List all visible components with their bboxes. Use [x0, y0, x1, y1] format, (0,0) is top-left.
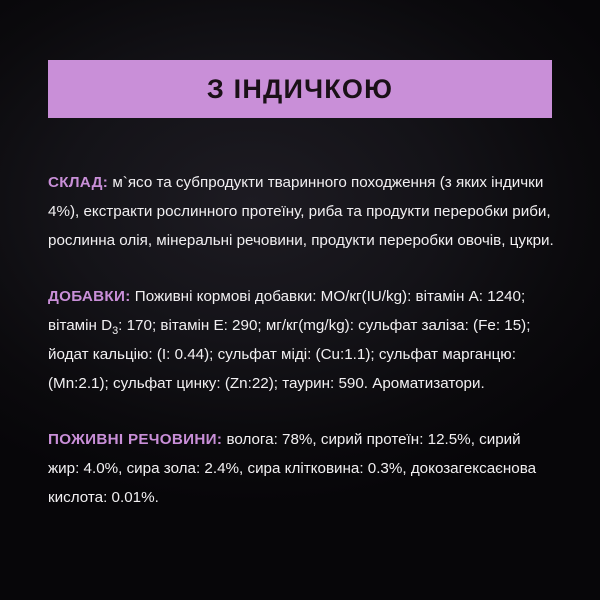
nutrients-paragraph: [48, 425, 556, 512]
composition-text: м`ясо та субпродукти тваринного походження (з яких індички 4%), екстракти рослинного протеїну, риба та продукти переробки риби, рослинна олія, мінеральні речовини, продукти переробки овочів, цукри.: [48, 174, 554, 249]
additives-text-after-sub: : 170; вітамін E: 290; мг/кг(mg/kg): сульфат заліза: (Fe: 15); йодат кальцію: (I: 0.44); сульфат міді: (Cu:1.1); сульфат марганцю: (Mn:2.1); сульфат цинку: (Zn:22); таурин: 590. Ароматизатори.: [48, 317, 531, 392]
composition-label: СКЛАД:: [48, 174, 109, 191]
nutrients-text: волога: 78%, сирий протеїн: 12.5%, сирий жир: 4.0%, сира зола: 2.4%, сира клітковина: 0.3%, докозагексаєнова кислота: 0.01%.: [48, 431, 537, 506]
additives-subscript: 3: [112, 325, 119, 338]
label-content: [48, 168, 556, 512]
additives-paragraph: [48, 282, 556, 398]
flavour-banner: [48, 60, 552, 118]
composition-paragraph: [48, 168, 556, 255]
additives-label: ДОБАВКИ:: [48, 288, 131, 305]
additives-text-before-sub: Поживні кормові добавки: МО/кг(IU/kg): вітамін A: 1240; вітамін D: [48, 288, 526, 334]
nutrients-label: ПОЖИВНІ РЕЧОВИНИ:: [48, 431, 223, 448]
flavour-banner-title: З ІНДИЧКОЮ: [206, 73, 394, 104]
